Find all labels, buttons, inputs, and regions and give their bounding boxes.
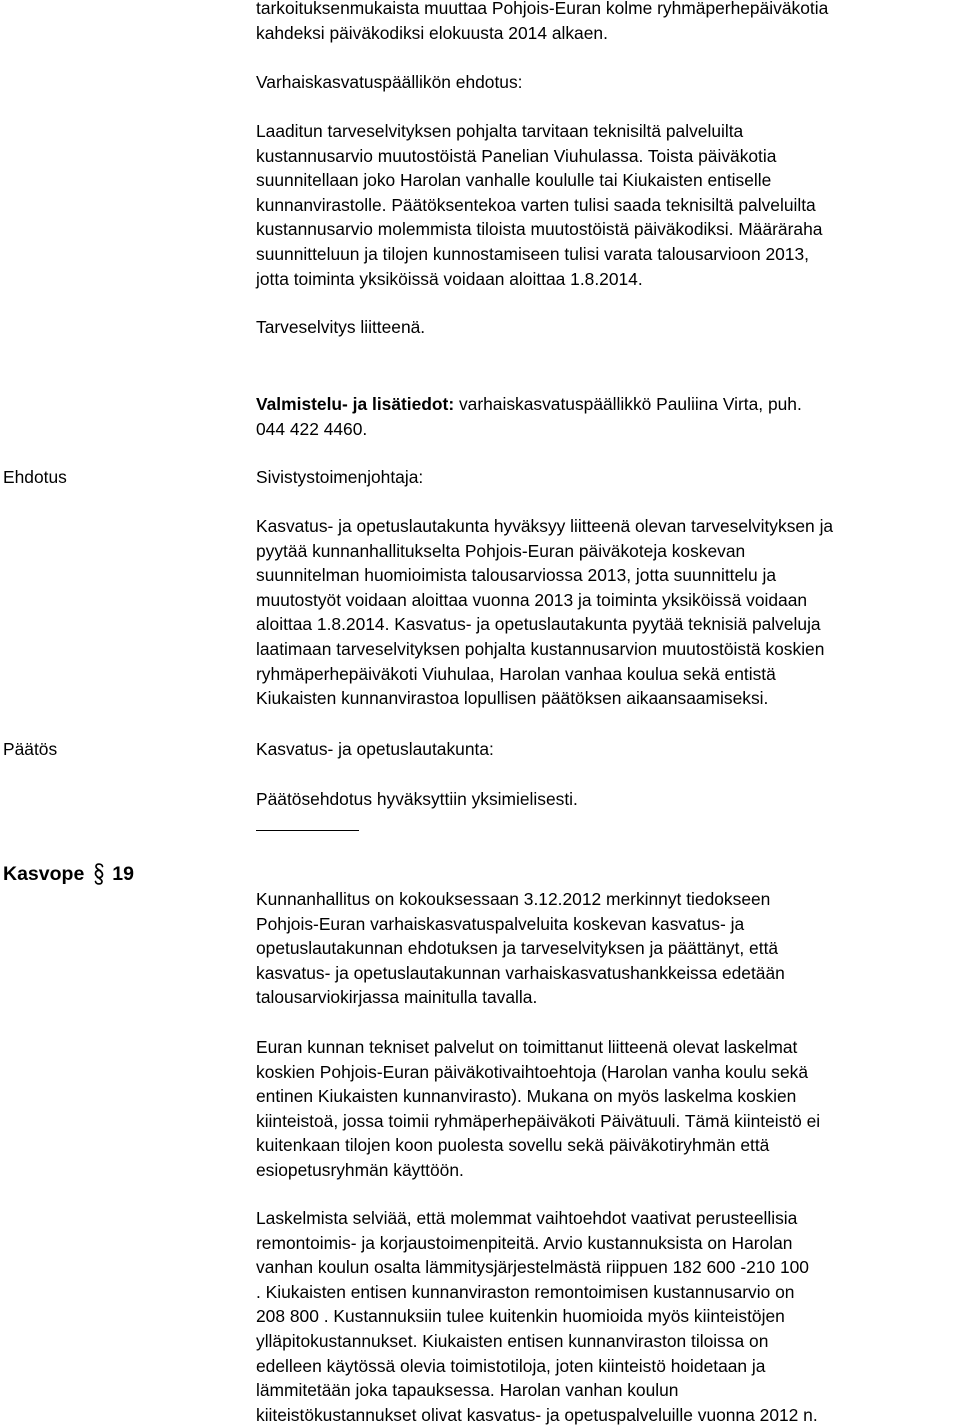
proposal-heading: Varhaiskasvatuspäällikön ehdotus: <box>256 72 523 92</box>
text-line: opetuslautakunnan ehdotuksen ja tarveselvityksen ja päättänyt, että <box>256 938 779 959</box>
text-line: Kasvatus- ja opetuslautakunta hyväksyy liitteenä olevan tarveselvityksen ja <box>256 516 834 536</box>
text-line: talousarviokirjassa mainitulla tavalla. <box>256 987 538 1008</box>
text-line: . Kiukaisten entisen kunnanviraston remontoimisen kustannusarvio on <box>256 1281 795 1302</box>
text-line: 208 800 . Kustannuksiin tulee kuitenkin huomioida myös kiinteistöjen <box>256 1306 785 1327</box>
text-line: Euran kunnan tekniset palvelut on toimittanut liitteenä olevat laskelmat <box>256 1037 798 1057</box>
paatos-heading: Kasvatus- ja opetuslautakunta: <box>256 739 494 759</box>
text-line: Kunnanhallitus on kokouksessaan 3.12.2012 merkinnyt tiedokseen <box>256 889 771 909</box>
text-line: vanhan koulun osalta lämmitysjärjestelmästä riippuen 182 600 -210 100 <box>256 1257 809 1278</box>
text-line: aloittaa 1.8.2014. Kasvatus- ja opetuslautakunta pyytää teknisiä palveluja <box>256 614 821 635</box>
text-line: kiinteistoä, jossa toimii ryhmäperhepäiväkoti Päivätuuli. Tämä kiinteistö ei <box>256 1110 821 1131</box>
contact-label: Valmistelu- ja lisätiedot: <box>256 394 455 414</box>
kh-paragraph <box>256 887 956 1010</box>
text-line: suunnitellaan joko Harolan vanhalle koululle tai Kiukaisten entiselle <box>256 170 772 191</box>
text-line: muutostyöt voidaan aloittaa vuonna 2013 ja toiminta yksiköissä voidaan <box>256 589 808 610</box>
text-line: kasvatus- ja opetuslautakunnan varhaiskasvatushankkeissa edetään <box>256 962 785 983</box>
paatos-text: Päätösehdotus hyväksyttiin yksimielisesti. <box>256 789 578 809</box>
section-number: 19 <box>112 863 134 885</box>
attachment-note: Tarveselvitys liitteenä. <box>256 317 426 337</box>
text-line: suunnitelman huomioimista talousarviossa 2013, jotta suunnittelu ja <box>256 565 777 586</box>
contact-line <box>256 392 956 417</box>
text-line: lämmitetään joka tapauksessa. Harolan vanhan koulun <box>256 1380 679 1401</box>
text-line: laatimaan tarveselvityksen pohjalta kustannusarvion muutostöistä koskien <box>256 638 825 659</box>
contact-name: varhaiskasvatuspäällikkö Pauliina Virta, puh. <box>454 394 802 414</box>
laskelmat-paragraph <box>256 1206 956 1427</box>
ehdotus-side-label: Ehdotus <box>3 467 67 487</box>
text-line: tarkoituksenmukaista muuttaa Pohjois-Euran kolme ryhmäperhepäiväkotia <box>256 0 829 18</box>
text-line: ylläpitokustannukset. Kiukaisten entisen kunnanviraston tiloissa on <box>256 1330 769 1351</box>
text-line: Pohjois-Euran varhaiskasvatuspalveluita koskevan kasvatus- ja <box>256 913 745 934</box>
ehdotus-heading: Sivistystoimenjohtaja: <box>256 467 424 487</box>
text-line: kustannusarvio muutostöistä Panelian Viuhulassa. Toista päiväkotia <box>256 145 777 166</box>
text-line: Laaditun tarveselvityksen pohjalta tarvitaan teknisiltä palveluilta <box>256 121 744 141</box>
contact-info <box>256 392 956 441</box>
text-line: suunnitteluun ja tilojen kunnostamiseen tulisi varata talousarvioon 2013, <box>256 243 809 264</box>
text-line: remontoimis- ja korjaustoimenpiteitä. Arvio kustannuksista on Harolan <box>256 1232 793 1253</box>
section-sign-icon <box>92 861 106 887</box>
intro-paragraph <box>256 0 956 45</box>
tekniset-paragraph <box>256 1035 956 1183</box>
text-line: edelleen käytössä olevia toimistotiloja, joten kiinteistö hoidetaan ja <box>256 1355 766 1376</box>
ehdotus-paragraph <box>256 514 956 711</box>
text-line: koskien Pohjois-Euran päiväkotivaihtoehtoja (Harolan vanha koulu sekä <box>256 1061 808 1082</box>
text-line: ryhmäperhepäiväkoti Viuhulaa, Harolan vanhaa koulua sekä entistä <box>256 663 776 684</box>
text-line: jotta toiminta yksiköissä voidaan aloittaa 1.8.2014. <box>256 268 643 289</box>
text-line: kustannusarvio molemmista tiloista muutostöistä päiväkodiksi. Määräraha <box>256 219 823 240</box>
paatos-side-label: Päätös <box>3 739 58 759</box>
text-line: Laskelmista selviää, että molemmat vaihtoehdot vaativat perusteellisia <box>256 1208 798 1228</box>
text-line: entinen Kiukaisten kunnanvirasto). Mukana on myös laskelma koskien <box>256 1086 797 1107</box>
divider-line <box>256 830 359 831</box>
proposal-paragraph <box>256 119 956 291</box>
text-line: pyytää kunnanhallitukselta Pohjois-Euran päiväkoteja koskevan <box>256 540 746 561</box>
text-line: kiiteistökustannukset olivat kasvatus- ja opetuspalveluille vuonna 2012 n. <box>256 1404 818 1425</box>
text-line: Kiukaisten kunnanvirastoa lopullisen päätöksen aikaansaamiseksi. <box>256 688 769 709</box>
contact-phone: 044 422 4460. <box>256 418 368 439</box>
text-line: esiopetusryhmän käyttöön. <box>256 1159 464 1180</box>
text-line: kunnanvirastolle. Päätöksentekoa varten tulisi saada teknisiltä palveluilta <box>256 194 816 215</box>
text-line: kuitenkaan tilojen koon puolesta sovellu sekä päiväkotiryhmän että <box>256 1135 770 1156</box>
section-name: Kasvope <box>3 863 85 885</box>
text-line: kahdeksi päiväkodiksi elokuusta 2014 alkaen. <box>256 22 608 43</box>
section-reference <box>3 861 134 887</box>
